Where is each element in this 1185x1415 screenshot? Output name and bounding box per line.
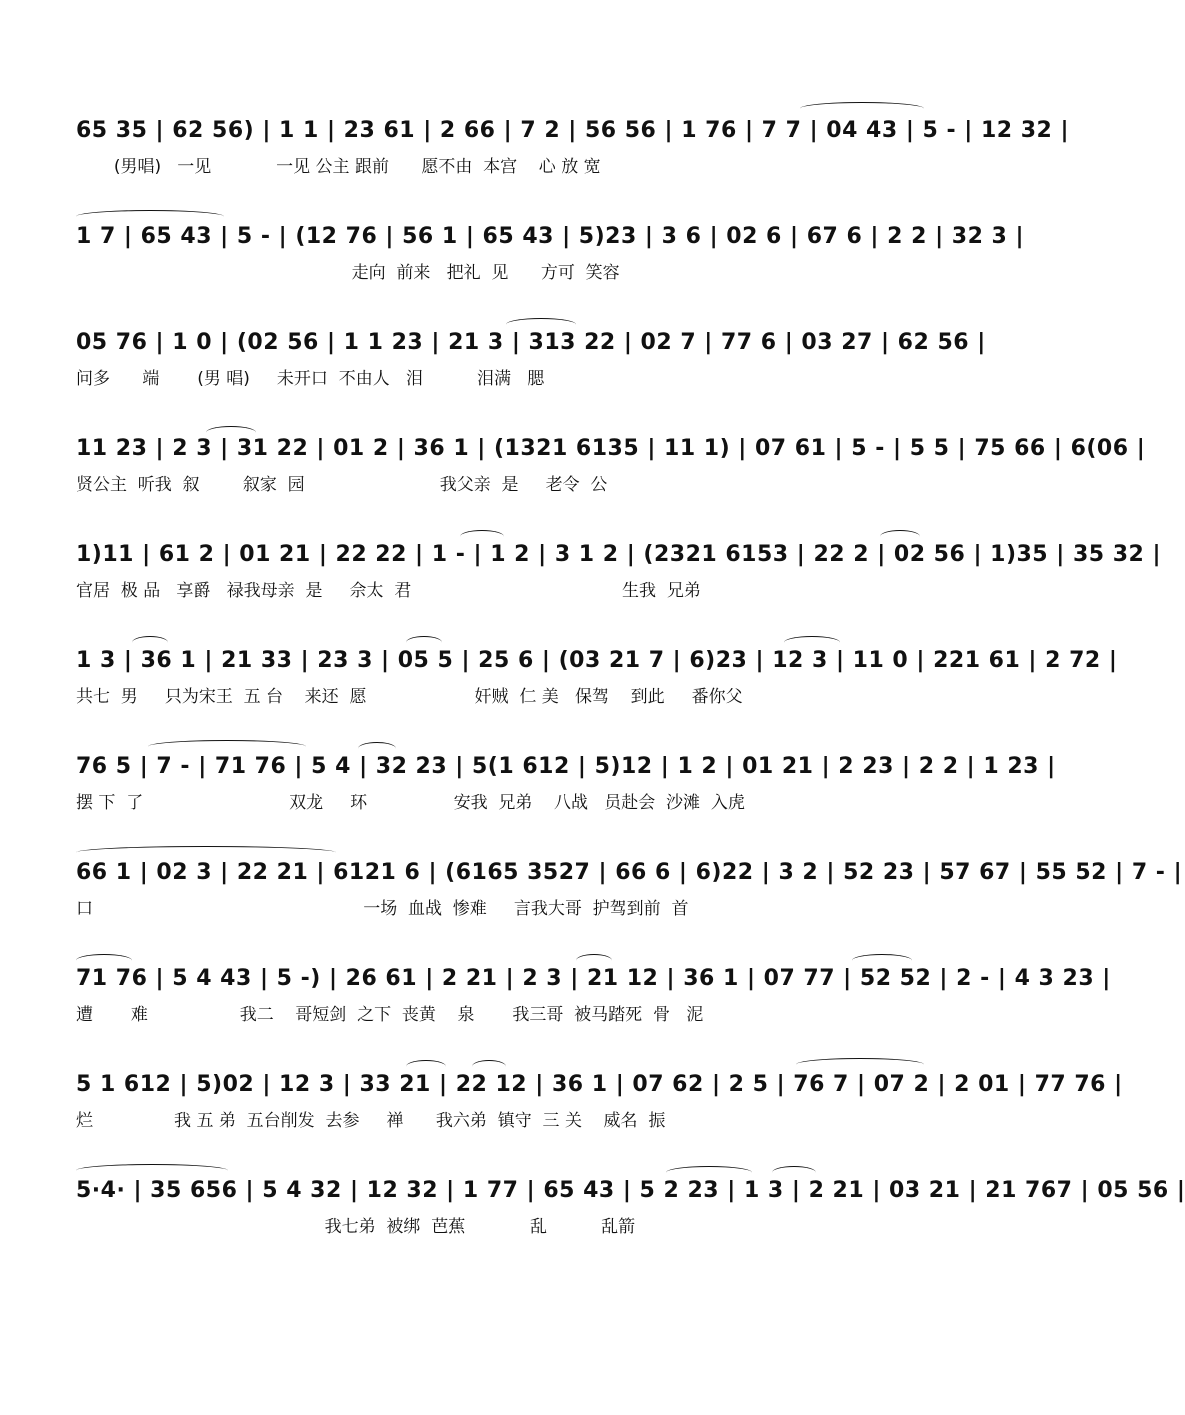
slur-mark [76,210,224,223]
notation-line: 71 76 | 5 4 43 | 5 -) | 26 61 | 2 21 | 2 3 | 21 12 | 36 1 | 07 77 | 52 52 | 2 - | 4 3 23 | [76,966,1111,991]
lyrics-line: 共七 男 只为宋王 五 台 来还 愿 奸贼 仁 美 保驾 到此 番你父 [76,687,743,707]
slur-mark [76,1164,228,1177]
lyrics-line: 问多 端 (男 唱) 未开口 不由人 泪 泪满 腮 [76,369,545,389]
slur-mark [796,1058,924,1071]
notation-line: 11 23 | 2 3 | 31 22 | 01 2 | 36 1 | (1321 6135 | 11 1) | 07 61 | 5 - | 5 5 | 75 66 | 6(06 | [76,436,1146,461]
lyrics-line: 口 一场 血战 惨难 言我大哥 护驾到前 首 [76,899,689,919]
score-system-1 [76,100,1070,206]
score-system-11 [76,1160,1185,1266]
notation-line: 5·4· | 35 656 | 5 4 32 | 12 32 | 1 77 | 65 43 | 5 2 23 | 1 3 | 2 21 | 03 21 | 21 767 | 05 56 | [76,1178,1185,1203]
score-system-7 [76,736,1056,842]
lyrics-line: 我七弟 被绑 芭蕉 乱 乱箭 [76,1217,636,1237]
notation-line: 1 7 | 65 43 | 5 - | (12 76 | 56 1 | 65 43 | 5)23 | 3 6 | 02 6 | 67 6 | 2 2 | 32 3 | [76,224,1025,249]
score-system-8 [76,842,1183,948]
notation-line: 1)11 | 61 2 | 01 21 | 22 22 | 1 - | 1 2 | 3 1 2 | (2321 6153 | 22 2 | 02 56 | 1)35 | 35 32 | [76,542,1162,567]
score-system-5 [76,524,1162,630]
lyrics-line: 摆 下 了 双龙 环 安我 兄弟 八战 员赴会 沙滩 入虎 [76,793,745,813]
slur-mark [800,102,924,115]
notation-line: 1 3 | 36 1 | 21 33 | 23 3 | 05 5 | 25 6 | (03 21 7 | 6)23 | 12 3 | 11 0 | 221 61 | 2 72 | [76,648,1118,673]
lyrics-line: 走向 前来 把礼 见 方可 笑容 [76,263,620,283]
jianpu-score [76,100,1185,1266]
lyrics-line: 官居 极 品 享爵 禄我母亲 是 佘太 君 生我 兄弟 [76,581,701,601]
notation-line: 66 1 | 02 3 | 22 21 | 6121 6 | (6165 3527 | 66 6 | 6)22 | 3 2 | 52 23 | 57 67 | 55 52 | 7 - | [76,860,1183,885]
notation-line: 05 76 | 1 0 | (02 56 | 1 1 23 | 21 3 | 313 22 | 02 7 | 77 6 | 03 27 | 62 56 | [76,330,986,355]
score-system-4 [76,418,1146,524]
score-system-3 [76,312,986,418]
score-system-10 [76,1054,1123,1160]
lyrics-line: (男唱) 一见 一见 公主 跟前 愿不由 本宫 心 放 宽 [76,157,601,177]
lyrics-line: 烂 我 五 弟 五台削发 去参 禅 我六弟 镇守 三 关 威名 振 [76,1111,666,1131]
slur-mark [148,740,306,753]
slur-mark [76,846,336,859]
notation-line: 76 5 | 7 - | 71 76 | 5 4 | 32 23 | 5(1 612 | 5)12 | 1 2 | 01 21 | 2 23 | 2 2 | 1 23 | [76,754,1056,779]
lyrics-line: 贤公主 听我 叙 叙家 园 我父亲 是 老令 公 [76,475,608,495]
notation-line: 65 35 | 62 56) | 1 1 | 23 61 | 2 66 | 7 2 | 56 56 | 1 76 | 7 7 | 04 43 | 5 - | 12 32 | [76,118,1070,143]
notation-line: 5 1 612 | 5)02 | 12 3 | 33 21 | 22 12 | 36 1 | 07 62 | 2 5 | 76 7 | 07 2 | 2 01 | 77 76 | [76,1072,1123,1097]
score-system-2 [76,206,1025,312]
lyrics-line: 遭 难 我二 哥短剑 之下 丧黄 泉 我三哥 被马踏死 骨 泥 [76,1005,704,1025]
score-system-9 [76,948,1111,1054]
score-system-6 [76,630,1118,736]
